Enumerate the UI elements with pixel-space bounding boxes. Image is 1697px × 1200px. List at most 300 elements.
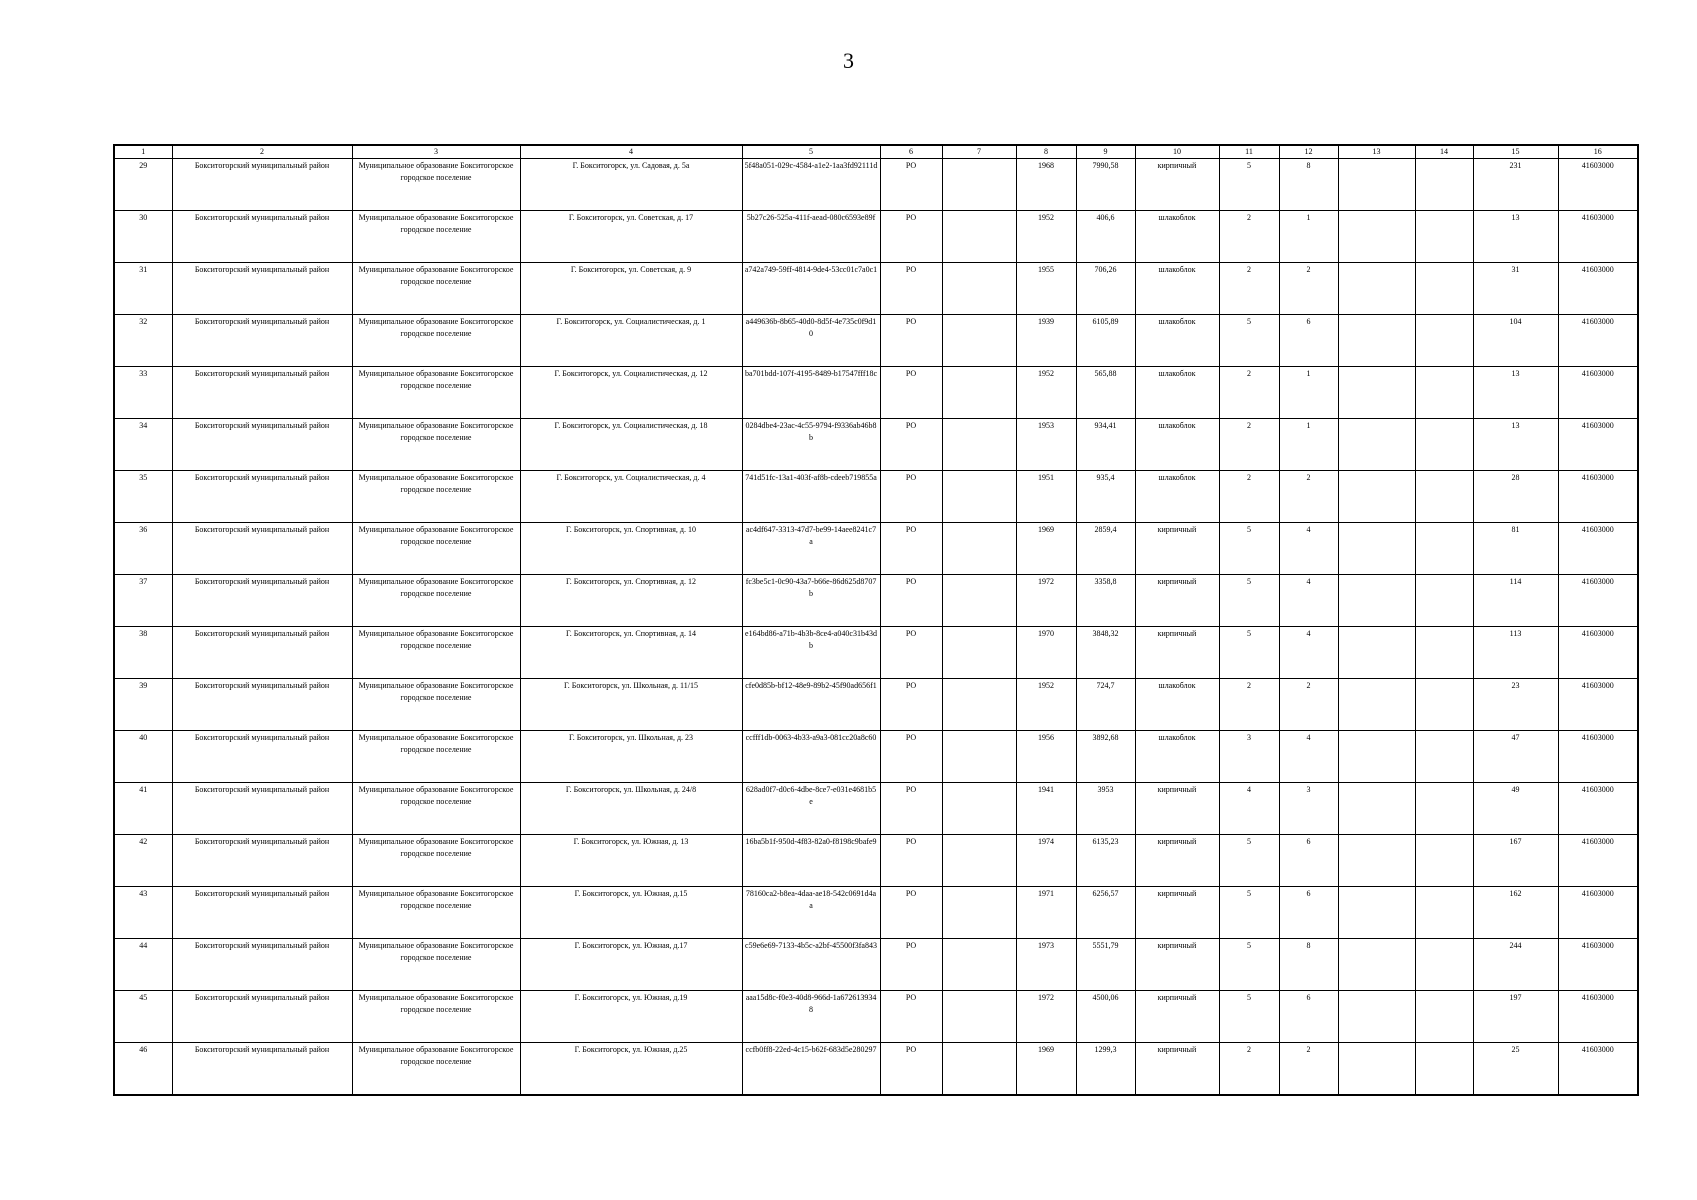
- cell-column-7: [942, 211, 1016, 263]
- cell-row-number: 38: [114, 627, 172, 679]
- cell-apartments: 31: [1473, 263, 1558, 315]
- cell-row-number: 42: [114, 835, 172, 887]
- column-number-6: 6: [880, 145, 942, 159]
- cell-column-13: [1338, 887, 1415, 939]
- cell-entrances: 2: [1279, 679, 1338, 731]
- cell-entrances: 8: [1279, 159, 1338, 211]
- cell-column-13: [1338, 575, 1415, 627]
- cell-entrances: 1: [1279, 211, 1338, 263]
- cell-entrances: 2: [1279, 1043, 1338, 1096]
- cell-oktmo-code: 41603000: [1558, 991, 1638, 1043]
- cell-management-type: РО: [880, 575, 942, 627]
- table-row: [114, 159, 1638, 211]
- cell-house-uuid: aaa15d8c-f0e3-40d8-966d-1a6726139348: [742, 991, 880, 1043]
- cell-district: Бокситогорский муниципальный район: [172, 523, 352, 575]
- cell-entrances: 4: [1279, 627, 1338, 679]
- cell-column-14: [1415, 627, 1473, 679]
- cell-address: Г. Бокситогорск, ул. Южная, д.17: [520, 939, 742, 991]
- cell-oktmo-code: 41603000: [1558, 211, 1638, 263]
- cell-house-uuid: ba701bdd-107f-4195-8489-b17547fff18c: [742, 367, 880, 419]
- table-row: [114, 835, 1638, 887]
- cell-column-14: [1415, 939, 1473, 991]
- cell-wall-material: шлакоблок: [1135, 211, 1219, 263]
- cell-area: 1299,3: [1076, 1043, 1135, 1096]
- cell-management-type: РО: [880, 471, 942, 523]
- table-row: [114, 887, 1638, 939]
- cell-oktmo-code: 41603000: [1558, 835, 1638, 887]
- cell-entrances: 6: [1279, 887, 1338, 939]
- cell-floors: 5: [1219, 939, 1279, 991]
- table-row: [114, 367, 1638, 419]
- cell-build-year: 1968: [1016, 159, 1076, 211]
- column-number-11: 11: [1219, 145, 1279, 159]
- cell-municipality: Муниципальное образование Бокситогорское городское поселение: [352, 159, 520, 211]
- cell-floors: 2: [1219, 679, 1279, 731]
- cell-address: Г. Бокситогорск, ул. Советская, д. 9: [520, 263, 742, 315]
- cell-area: 6256,57: [1076, 887, 1135, 939]
- cell-district: Бокситогорский муниципальный район: [172, 783, 352, 835]
- cell-area: 935,4: [1076, 471, 1135, 523]
- cell-wall-material: шлакоблок: [1135, 315, 1219, 367]
- cell-build-year: 1956: [1016, 731, 1076, 783]
- cell-entrances: 4: [1279, 575, 1338, 627]
- table-row: [114, 315, 1638, 367]
- cell-district: Бокситогорский муниципальный район: [172, 211, 352, 263]
- cell-district: Бокситогорский муниципальный район: [172, 471, 352, 523]
- cell-entrances: 6: [1279, 991, 1338, 1043]
- cell-column-13: [1338, 471, 1415, 523]
- cell-row-number: 33: [114, 367, 172, 419]
- cell-column-7: [942, 263, 1016, 315]
- cell-column-13: [1338, 263, 1415, 315]
- table-row: [114, 731, 1638, 783]
- cell-wall-material: кирпичный: [1135, 835, 1219, 887]
- cell-address: Г. Бокситогорск, ул. Школьная, д. 23: [520, 731, 742, 783]
- cell-build-year: 1972: [1016, 991, 1076, 1043]
- cell-column-14: [1415, 523, 1473, 575]
- cell-column-7: [942, 1043, 1016, 1096]
- cell-column-14: [1415, 471, 1473, 523]
- cell-entrances: 1: [1279, 367, 1338, 419]
- cell-oktmo-code: 41603000: [1558, 263, 1638, 315]
- cell-build-year: 1969: [1016, 523, 1076, 575]
- cell-apartments: 167: [1473, 835, 1558, 887]
- cell-management-type: РО: [880, 367, 942, 419]
- column-number-10: 10: [1135, 145, 1219, 159]
- cell-column-14: [1415, 679, 1473, 731]
- cell-column-13: [1338, 315, 1415, 367]
- table-row: [114, 211, 1638, 263]
- cell-column-7: [942, 419, 1016, 471]
- cell-district: Бокситогорский муниципальный район: [172, 835, 352, 887]
- cell-address: Г. Бокситогорск, ул. Социалистическая, д. 18: [520, 419, 742, 471]
- cell-oktmo-code: 41603000: [1558, 939, 1638, 991]
- cell-area: 3358,8: [1076, 575, 1135, 627]
- cell-build-year: 1971: [1016, 887, 1076, 939]
- cell-column-14: [1415, 367, 1473, 419]
- cell-municipality: Муниципальное образование Бокситогорское городское поселение: [352, 575, 520, 627]
- cell-row-number: 35: [114, 471, 172, 523]
- table-row: [114, 991, 1638, 1043]
- cell-build-year: 1970: [1016, 627, 1076, 679]
- cell-column-14: [1415, 783, 1473, 835]
- cell-district: Бокситогорский муниципальный район: [172, 1043, 352, 1096]
- cell-area: 5551,79: [1076, 939, 1135, 991]
- cell-address: Г. Бокситогорск, ул. Школьная, д. 24/8: [520, 783, 742, 835]
- cell-house-uuid: ccfb0ff8-22ed-4c15-b62f-683d5e280297: [742, 1043, 880, 1096]
- cell-oktmo-code: 41603000: [1558, 159, 1638, 211]
- cell-house-uuid: ac4df647-3313-47d7-be99-14aee8241c7a: [742, 523, 880, 575]
- cell-wall-material: кирпичный: [1135, 887, 1219, 939]
- cell-entrances: 2: [1279, 263, 1338, 315]
- cell-apartments: 13: [1473, 419, 1558, 471]
- cell-municipality: Муниципальное образование Бокситогорское городское поселение: [352, 679, 520, 731]
- cell-row-number: 41: [114, 783, 172, 835]
- cell-build-year: 1939: [1016, 315, 1076, 367]
- housing-registry-table: [113, 144, 1639, 1096]
- cell-house-uuid: e164bd86-a71b-4b3b-8ce4-a040c31b43db: [742, 627, 880, 679]
- cell-management-type: РО: [880, 523, 942, 575]
- cell-area: 6105,89: [1076, 315, 1135, 367]
- cell-column-14: [1415, 263, 1473, 315]
- cell-oktmo-code: 41603000: [1558, 627, 1638, 679]
- cell-address: Г. Бокситогорск, ул. Спортивная, д. 14: [520, 627, 742, 679]
- cell-row-number: 36: [114, 523, 172, 575]
- cell-row-number: 46: [114, 1043, 172, 1096]
- cell-column-13: [1338, 419, 1415, 471]
- cell-address: Г. Бокситогорск, ул. Социалистическая, д. 4: [520, 471, 742, 523]
- cell-oktmo-code: 41603000: [1558, 523, 1638, 575]
- cell-oktmo-code: 41603000: [1558, 419, 1638, 471]
- cell-address: Г. Бокситогорск, ул. Садовая, д. 5а: [520, 159, 742, 211]
- cell-area: 406,6: [1076, 211, 1135, 263]
- cell-column-13: [1338, 159, 1415, 211]
- cell-municipality: Муниципальное образование Бокситогорское городское поселение: [352, 627, 520, 679]
- cell-district: Бокситогорский муниципальный район: [172, 159, 352, 211]
- cell-column-7: [942, 939, 1016, 991]
- cell-house-uuid: c59e6e69-7133-4b5c-a2bf-45500f3fa843: [742, 939, 880, 991]
- cell-address: Г. Бокситогорск, ул. Советская, д. 17: [520, 211, 742, 263]
- cell-column-14: [1415, 1043, 1473, 1096]
- cell-house-uuid: ccfff1db-0063-4b33-a9a3-081cc20a8c60: [742, 731, 880, 783]
- cell-municipality: Муниципальное образование Бокситогорское городское поселение: [352, 211, 520, 263]
- cell-wall-material: шлакоблок: [1135, 679, 1219, 731]
- cell-address: Г. Бокситогорск, ул. Южная, д. 13: [520, 835, 742, 887]
- cell-district: Бокситогорский муниципальный район: [172, 419, 352, 471]
- table-row: [114, 419, 1638, 471]
- cell-wall-material: кирпичный: [1135, 1043, 1219, 1096]
- column-number-14: 14: [1415, 145, 1473, 159]
- cell-build-year: 1953: [1016, 419, 1076, 471]
- cell-column-7: [942, 835, 1016, 887]
- cell-address: Г. Бокситогорск, ул. Школьная, д. 11/15: [520, 679, 742, 731]
- page-number: 3: [843, 48, 854, 73]
- cell-house-uuid: 628ad0f7-d0c6-4dbe-8ce7-e031e4681b5e: [742, 783, 880, 835]
- cell-apartments: 28: [1473, 471, 1558, 523]
- cell-district: Бокситогорский муниципальный район: [172, 263, 352, 315]
- cell-column-7: [942, 627, 1016, 679]
- cell-municipality: Муниципальное образование Бокситогорское городское поселение: [352, 731, 520, 783]
- cell-wall-material: кирпичный: [1135, 783, 1219, 835]
- cell-address: Г. Бокситогорск, ул. Спортивная, д. 12: [520, 575, 742, 627]
- cell-build-year: 1972: [1016, 575, 1076, 627]
- cell-column-7: [942, 783, 1016, 835]
- cell-build-year: 1951: [1016, 471, 1076, 523]
- cell-row-number: 32: [114, 315, 172, 367]
- cell-municipality: Муниципальное образование Бокситогорское городское поселение: [352, 367, 520, 419]
- cell-wall-material: шлакоблок: [1135, 731, 1219, 783]
- cell-column-7: [942, 679, 1016, 731]
- column-number-4: 4: [520, 145, 742, 159]
- cell-municipality: Муниципальное образование Бокситогорское городское поселение: [352, 991, 520, 1043]
- cell-entrances: 6: [1279, 835, 1338, 887]
- cell-management-type: РО: [880, 835, 942, 887]
- cell-floors: 5: [1219, 575, 1279, 627]
- cell-column-7: [942, 159, 1016, 211]
- cell-floors: 3: [1219, 731, 1279, 783]
- cell-floors: 5: [1219, 627, 1279, 679]
- cell-floors: 2: [1219, 471, 1279, 523]
- cell-house-uuid: a449636b-8b65-40d0-8d5f-4e735c0f9d10: [742, 315, 880, 367]
- cell-house-uuid: 16ba5b1f-950d-4f83-82a0-f8198c9bafe9: [742, 835, 880, 887]
- cell-floors: 5: [1219, 835, 1279, 887]
- cell-management-type: РО: [880, 679, 942, 731]
- cell-management-type: РО: [880, 939, 942, 991]
- cell-house-uuid: 0284dbe4-23ac-4c55-9794-f9336ab46b8b: [742, 419, 880, 471]
- cell-address: Г. Бокситогорск, ул. Южная, д.25: [520, 1043, 742, 1096]
- column-number-13: 13: [1338, 145, 1415, 159]
- cell-area: 4500,06: [1076, 991, 1135, 1043]
- cell-wall-material: кирпичный: [1135, 159, 1219, 211]
- cell-municipality: Муниципальное образование Бокситогорское городское поселение: [352, 523, 520, 575]
- cell-column-13: [1338, 367, 1415, 419]
- cell-oktmo-code: 41603000: [1558, 575, 1638, 627]
- table-row: [114, 471, 1638, 523]
- cell-district: Бокситогорский муниципальный район: [172, 991, 352, 1043]
- cell-apartments: 197: [1473, 991, 1558, 1043]
- cell-build-year: 1974: [1016, 835, 1076, 887]
- cell-row-number: 30: [114, 211, 172, 263]
- cell-build-year: 1955: [1016, 263, 1076, 315]
- cell-area: 706,26: [1076, 263, 1135, 315]
- cell-column-13: [1338, 731, 1415, 783]
- table-row: [114, 1043, 1638, 1096]
- column-number-7: 7: [942, 145, 1016, 159]
- cell-entrances: 2: [1279, 471, 1338, 523]
- cell-column-7: [942, 991, 1016, 1043]
- cell-management-type: РО: [880, 627, 942, 679]
- table-row: [114, 939, 1638, 991]
- cell-column-14: [1415, 419, 1473, 471]
- cell-house-uuid: cfe0d85b-bf12-48e9-89b2-45f90ad656f1: [742, 679, 880, 731]
- cell-municipality: Муниципальное образование Бокситогорское городское поселение: [352, 835, 520, 887]
- table-row: [114, 679, 1638, 731]
- cell-column-7: [942, 887, 1016, 939]
- cell-row-number: 37: [114, 575, 172, 627]
- cell-entrances: 3: [1279, 783, 1338, 835]
- cell-build-year: 1952: [1016, 679, 1076, 731]
- cell-municipality: Муниципальное образование Бокситогорское городское поселение: [352, 887, 520, 939]
- cell-entrances: 6: [1279, 315, 1338, 367]
- cell-area: 3953: [1076, 783, 1135, 835]
- cell-management-type: РО: [880, 991, 942, 1043]
- cell-entrances: 4: [1279, 523, 1338, 575]
- cell-column-13: [1338, 627, 1415, 679]
- cell-floors: 5: [1219, 887, 1279, 939]
- cell-column-13: [1338, 991, 1415, 1043]
- cell-column-7: [942, 523, 1016, 575]
- cell-floors: 2: [1219, 1043, 1279, 1096]
- cell-row-number: 44: [114, 939, 172, 991]
- cell-column-7: [942, 315, 1016, 367]
- cell-area: 3892,68: [1076, 731, 1135, 783]
- cell-wall-material: шлакоблок: [1135, 367, 1219, 419]
- cell-build-year: 1952: [1016, 367, 1076, 419]
- cell-district: Бокситогорский муниципальный район: [172, 887, 352, 939]
- cell-house-uuid: 5f48a051-029c-4584-a1e2-1aa3fd92111d: [742, 159, 880, 211]
- cell-area: 6135,23: [1076, 835, 1135, 887]
- cell-district: Бокситогорский муниципальный район: [172, 939, 352, 991]
- cell-column-14: [1415, 835, 1473, 887]
- cell-oktmo-code: 41603000: [1558, 367, 1638, 419]
- cell-municipality: Муниципальное образование Бокситогорское городское поселение: [352, 1043, 520, 1096]
- column-number-2: 2: [172, 145, 352, 159]
- cell-floors: 5: [1219, 315, 1279, 367]
- cell-floors: 2: [1219, 419, 1279, 471]
- cell-address: Г. Бокситогорск, ул. Социалистическая, д. 1: [520, 315, 742, 367]
- cell-area: 3848,32: [1076, 627, 1135, 679]
- cell-column-14: [1415, 991, 1473, 1043]
- cell-column-14: [1415, 315, 1473, 367]
- cell-oktmo-code: 41603000: [1558, 471, 1638, 523]
- column-number-1: 1: [114, 145, 172, 159]
- cell-oktmo-code: 41603000: [1558, 731, 1638, 783]
- cell-column-13: [1338, 211, 1415, 263]
- cell-row-number: 31: [114, 263, 172, 315]
- cell-apartments: 49: [1473, 783, 1558, 835]
- cell-district: Бокситогорский муниципальный район: [172, 627, 352, 679]
- cell-row-number: 39: [114, 679, 172, 731]
- cell-management-type: РО: [880, 731, 942, 783]
- cell-entrances: 1: [1279, 419, 1338, 471]
- table-row: [114, 783, 1638, 835]
- cell-management-type: РО: [880, 315, 942, 367]
- cell-floors: 2: [1219, 263, 1279, 315]
- table-row: [114, 575, 1638, 627]
- cell-apartments: 13: [1473, 211, 1558, 263]
- cell-municipality: Муниципальное образование Бокситогорское городское поселение: [352, 315, 520, 367]
- cell-management-type: РО: [880, 211, 942, 263]
- cell-house-uuid: a742a749-59ff-4814-9de4-53cc01c7a0c1: [742, 263, 880, 315]
- column-number-row: [114, 145, 1638, 159]
- cell-row-number: 29: [114, 159, 172, 211]
- cell-apartments: 231: [1473, 159, 1558, 211]
- cell-address: Г. Бокситогорск, ул. Южная, д.15: [520, 887, 742, 939]
- cell-column-13: [1338, 679, 1415, 731]
- cell-management-type: РО: [880, 263, 942, 315]
- cell-apartments: 114: [1473, 575, 1558, 627]
- cell-management-type: РО: [880, 1043, 942, 1096]
- cell-column-13: [1338, 783, 1415, 835]
- table-row: [114, 627, 1638, 679]
- column-number-15: 15: [1473, 145, 1558, 159]
- cell-oktmo-code: 41603000: [1558, 679, 1638, 731]
- cell-floors: 2: [1219, 211, 1279, 263]
- cell-build-year: 1969: [1016, 1043, 1076, 1096]
- cell-floors: 5: [1219, 991, 1279, 1043]
- cell-entrances: 8: [1279, 939, 1338, 991]
- cell-column-14: [1415, 887, 1473, 939]
- table-row: [114, 523, 1638, 575]
- cell-area: 7990,58: [1076, 159, 1135, 211]
- cell-wall-material: кирпичный: [1135, 523, 1219, 575]
- cell-district: Бокситогорский муниципальный район: [172, 575, 352, 627]
- cell-column-14: [1415, 575, 1473, 627]
- cell-district: Бокситогорский муниципальный район: [172, 731, 352, 783]
- cell-row-number: 34: [114, 419, 172, 471]
- cell-wall-material: шлакоблок: [1135, 419, 1219, 471]
- table-header: [114, 145, 1638, 159]
- cell-build-year: 1973: [1016, 939, 1076, 991]
- cell-apartments: 244: [1473, 939, 1558, 991]
- cell-management-type: РО: [880, 159, 942, 211]
- cell-house-uuid: 741d51fc-13a1-403f-af8b-cdeeb719855a: [742, 471, 880, 523]
- cell-row-number: 43: [114, 887, 172, 939]
- cell-column-7: [942, 731, 1016, 783]
- cell-municipality: Муниципальное образование Бокситогорское городское поселение: [352, 471, 520, 523]
- cell-apartments: 113: [1473, 627, 1558, 679]
- cell-area: 565,88: [1076, 367, 1135, 419]
- cell-wall-material: кирпичный: [1135, 939, 1219, 991]
- cell-house-uuid: 78160ca2-b8ea-4daa-ae18-542c0691d4aa: [742, 887, 880, 939]
- cell-municipality: Муниципальное образование Бокситогорское городское поселение: [352, 939, 520, 991]
- column-number-9: 9: [1076, 145, 1135, 159]
- cell-entrances: 4: [1279, 731, 1338, 783]
- cell-house-uuid: fc3be5c1-0c90-43a7-b66e-86d625d8707b: [742, 575, 880, 627]
- cell-municipality: Муниципальное образование Бокситогорское городское поселение: [352, 783, 520, 835]
- cell-management-type: РО: [880, 887, 942, 939]
- cell-build-year: 1952: [1016, 211, 1076, 263]
- cell-row-number: 45: [114, 991, 172, 1043]
- cell-wall-material: шлакоблок: [1135, 263, 1219, 315]
- cell-oktmo-code: 41603000: [1558, 315, 1638, 367]
- cell-apartments: 13: [1473, 367, 1558, 419]
- column-number-8: 8: [1016, 145, 1076, 159]
- cell-area: 2859,4: [1076, 523, 1135, 575]
- cell-municipality: Муниципальное образование Бокситогорское городское поселение: [352, 263, 520, 315]
- column-number-3: 3: [352, 145, 520, 159]
- cell-municipality: Муниципальное образование Бокситогорское городское поселение: [352, 419, 520, 471]
- cell-column-7: [942, 471, 1016, 523]
- cell-address: Г. Бокситогорск, ул. Южная, д.19: [520, 991, 742, 1043]
- column-number-16: 16: [1558, 145, 1638, 159]
- table-row: [114, 263, 1638, 315]
- cell-column-13: [1338, 1043, 1415, 1096]
- cell-address: Г. Бокситогорск, ул. Социалистическая, д. 12: [520, 367, 742, 419]
- cell-column-14: [1415, 731, 1473, 783]
- cell-apartments: 47: [1473, 731, 1558, 783]
- cell-floors: 5: [1219, 523, 1279, 575]
- cell-column-13: [1338, 523, 1415, 575]
- table-body: [114, 159, 1638, 1096]
- cell-oktmo-code: 41603000: [1558, 783, 1638, 835]
- cell-management-type: РО: [880, 783, 942, 835]
- cell-oktmo-code: 41603000: [1558, 887, 1638, 939]
- cell-oktmo-code: 41603000: [1558, 1043, 1638, 1096]
- cell-wall-material: шлакоблок: [1135, 471, 1219, 523]
- cell-apartments: 25: [1473, 1043, 1558, 1096]
- cell-floors: 5: [1219, 159, 1279, 211]
